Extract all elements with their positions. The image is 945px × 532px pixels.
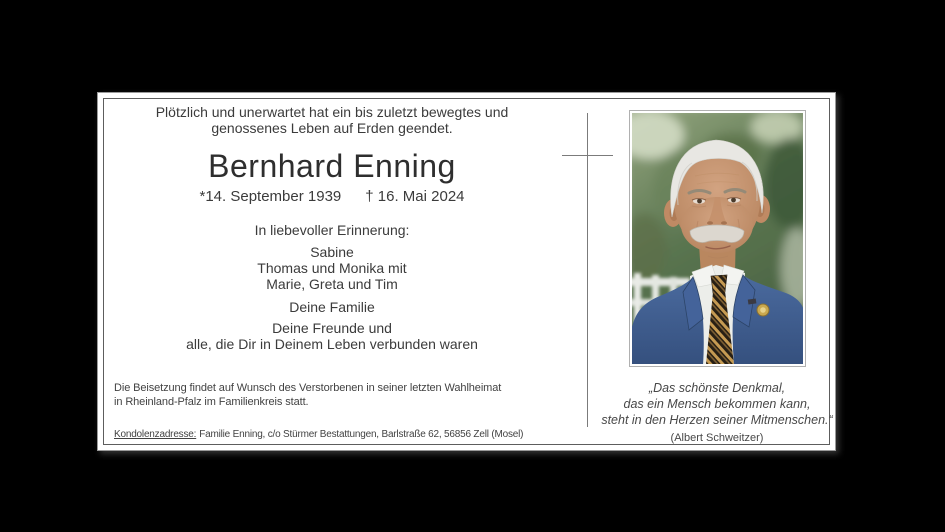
quote-line-1: „Das schönste Denkmal, bbox=[648, 381, 786, 395]
man-mustache bbox=[690, 225, 744, 242]
friends-lines bbox=[106, 320, 558, 352]
intro-line-2: genossenes Leben auf Erden geendet. bbox=[211, 120, 453, 136]
mourning-cross-icon bbox=[587, 113, 588, 427]
friends-line-2: alle, die Dir in Deinem Leben verbunden waren bbox=[186, 336, 478, 352]
mourner-line-1: Sabine bbox=[310, 244, 354, 260]
mourner-line-2: Thomas und Monika mit bbox=[257, 260, 407, 276]
funeral-line-2: in Rheinland-Pfalz im Familienkreis statt. bbox=[114, 395, 309, 408]
mourning-cross-bar-icon bbox=[562, 155, 613, 156]
memorial-heading: In liebevoller Erinnerung: bbox=[254, 222, 410, 238]
mourners-list bbox=[106, 244, 558, 292]
friends-line-1: Deine Freunde und bbox=[272, 320, 392, 336]
family-line: Deine Familie bbox=[289, 299, 375, 315]
man-tie-knot bbox=[711, 275, 727, 293]
intro-line-1: Plötzlich und unerwartet hat ein bis zuletzt bewegtes und bbox=[155, 104, 509, 120]
funeral-line-1: Die Beisetzung findet auf Wunsch des Verstorbenen in seiner letzten Wahlheimat bbox=[114, 382, 502, 394]
intro-text bbox=[106, 104, 558, 136]
portrait-photo-graphic bbox=[632, 113, 803, 364]
quote-attribution: (Albert Schweitzer) bbox=[670, 432, 764, 444]
memorial-quote bbox=[592, 380, 842, 446]
birth-date: *14. September 1939 bbox=[199, 188, 342, 205]
death-date: † 16. Mai 2024 bbox=[365, 188, 465, 205]
mourner-line-3: Marie, Greta und Tim bbox=[266, 276, 398, 292]
portrait-photo bbox=[629, 110, 806, 367]
obituary-card bbox=[97, 92, 836, 451]
condolence-label: Kondolenzadresse: bbox=[114, 429, 197, 440]
quote-line-2: das ein Mensch bekommen kann, bbox=[623, 397, 811, 411]
deceased-name: Bernhard Enning bbox=[208, 148, 456, 184]
quote-line-3: steht in den Herzen seiner Mitmenschen.“ bbox=[601, 413, 833, 427]
life-dates bbox=[106, 189, 558, 205]
condolence-text: Familie Enning, c/o Stürmer Bestattungen, Barlstraße 62, 56856 Zell (Mosel) bbox=[199, 429, 524, 440]
